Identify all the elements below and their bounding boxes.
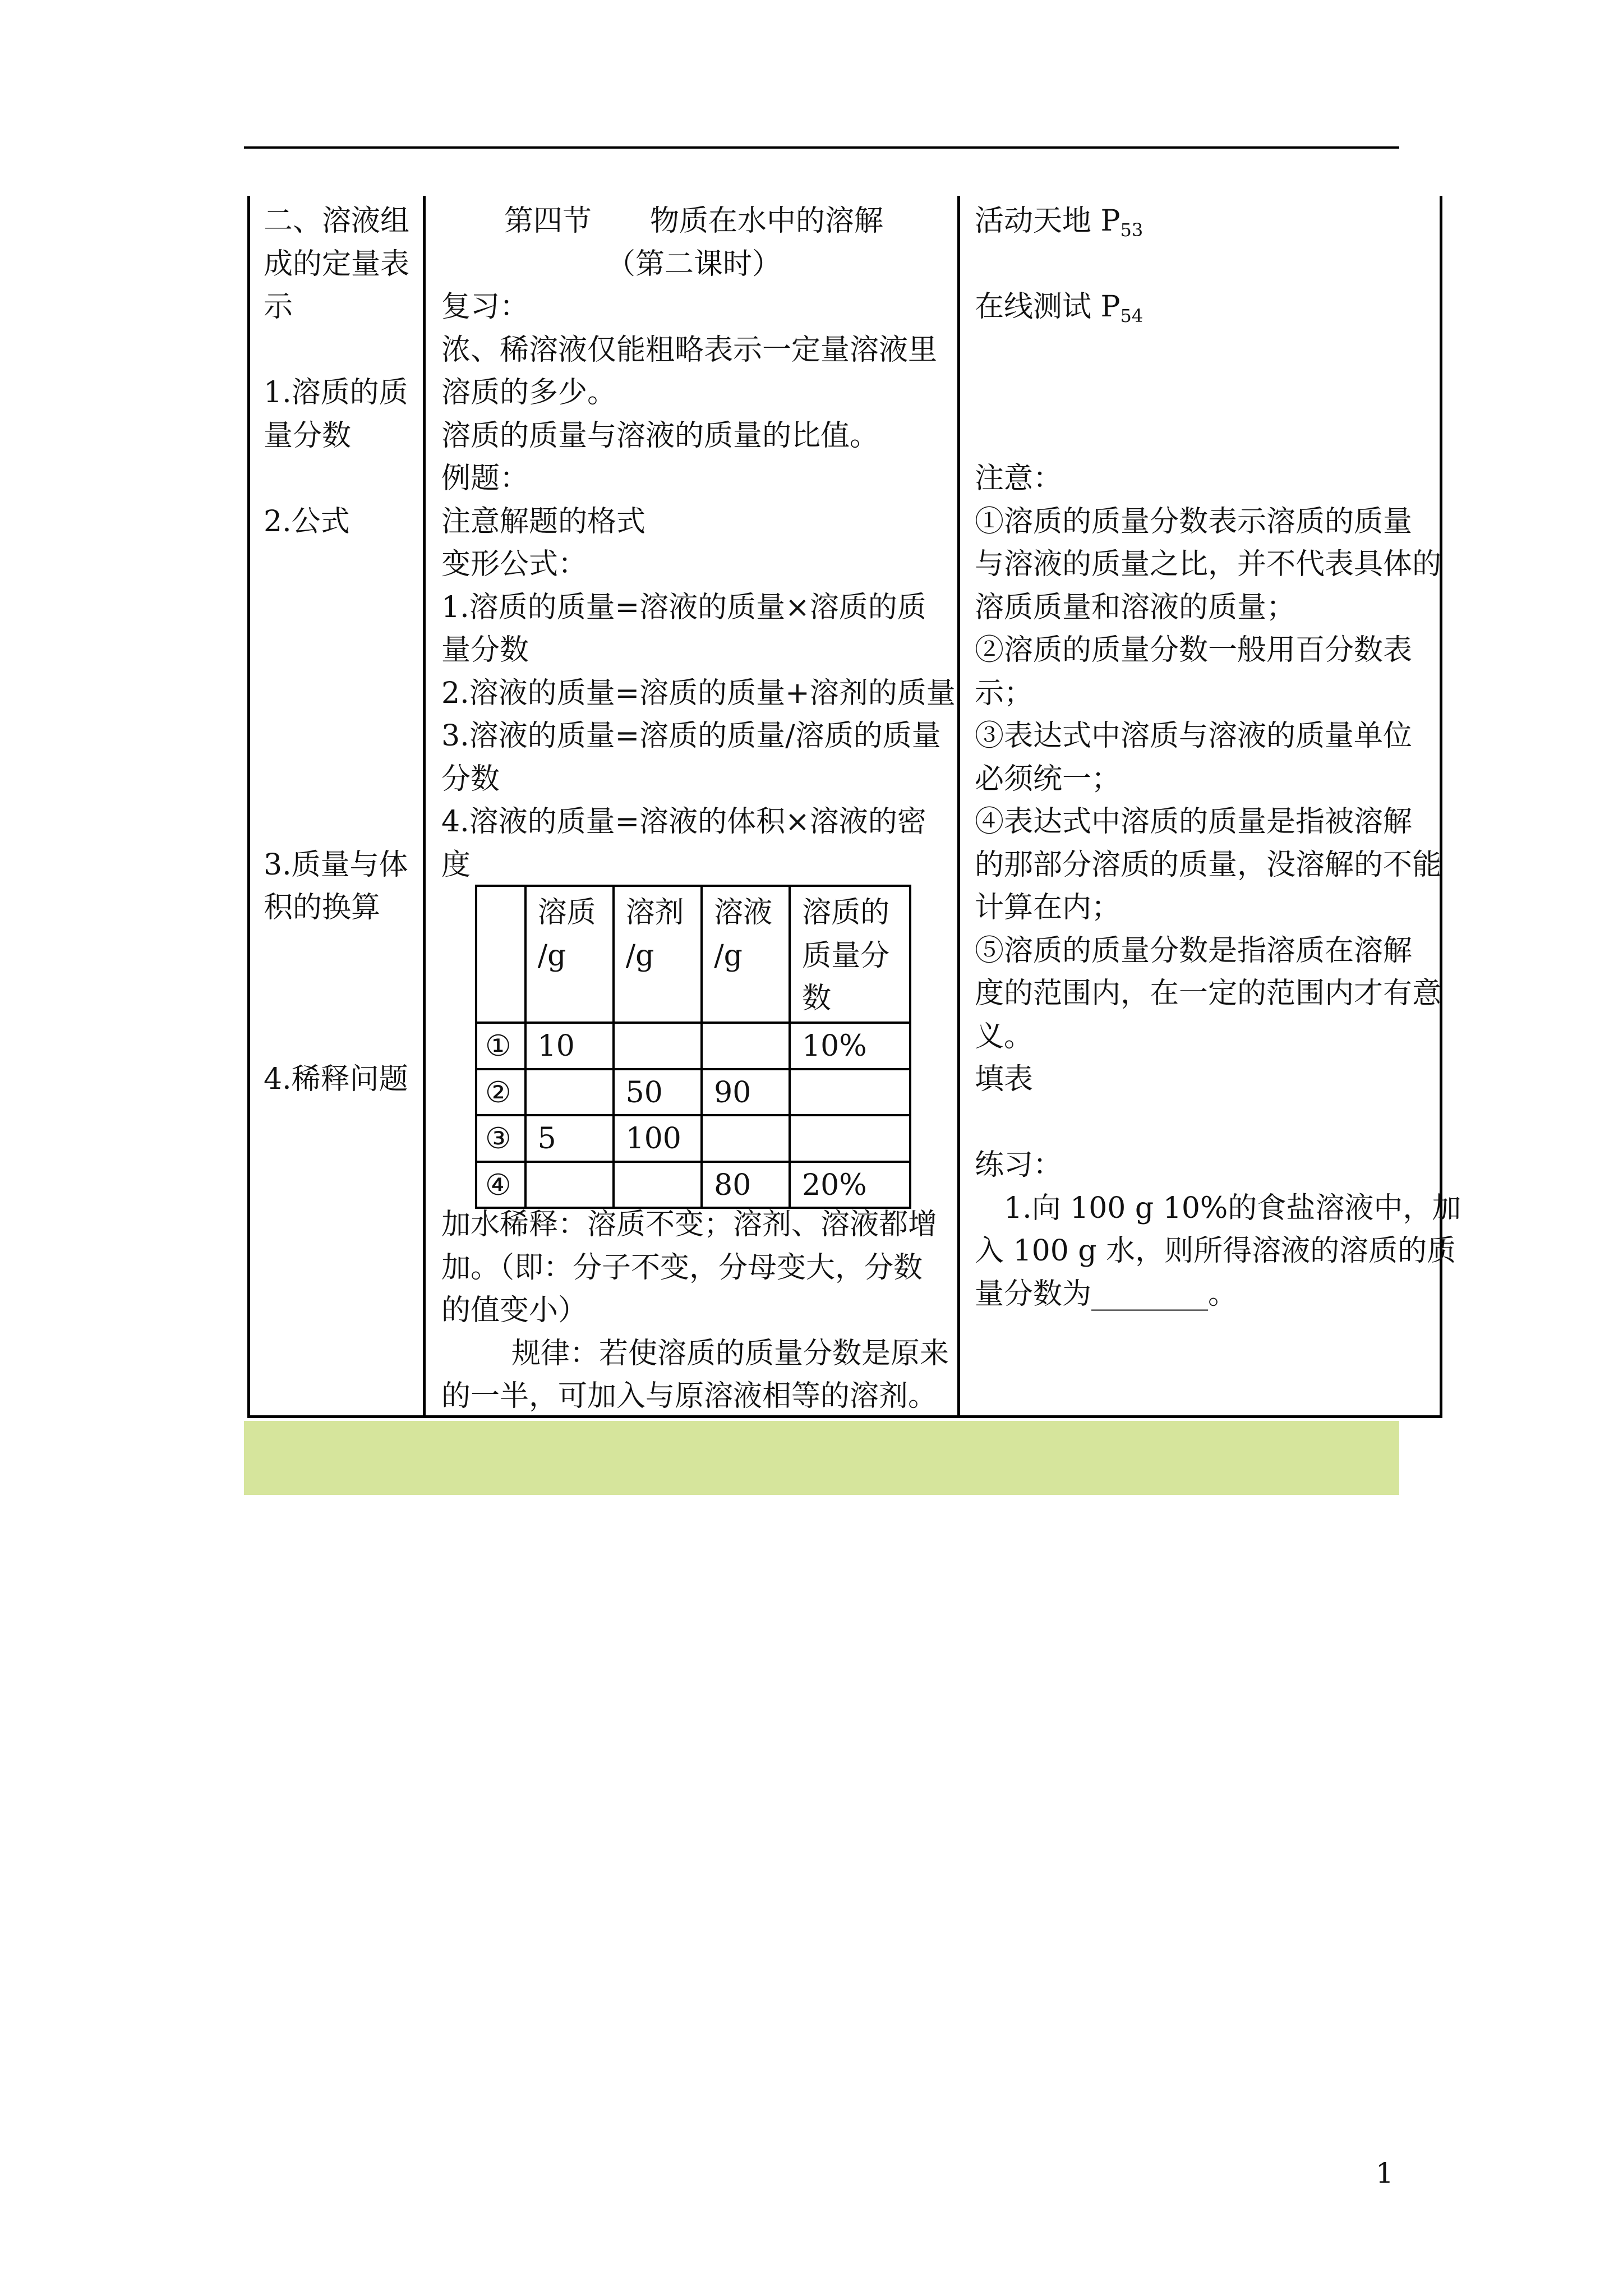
fill-table-label: 填表 [975, 1062, 1034, 1096]
outline-column [264, 200, 426, 1101]
formula-line: 量分数 [441, 633, 529, 667]
note-line: 溶质质量和溶液的质量； [975, 590, 1296, 624]
table-row: ① 10 10% [476, 1023, 910, 1069]
header-rule [244, 146, 1399, 149]
dilution-text [441, 1203, 949, 1418]
review-text: 浓、稀溶液仅能粗略表示一定量溶液里 [441, 333, 938, 367]
review-text: 溶质的多少。 [441, 376, 617, 409]
note-line: ③表达式中溶质与溶液的质量单位 [975, 719, 1413, 753]
note-label: 注意： [975, 462, 1063, 495]
table-header-cell: 溶质的 质量分 数 [790, 886, 910, 1023]
note-line: 与溶液的质量之比，并不代表具体的 [975, 547, 1442, 581]
note-line: 示； [975, 676, 1034, 710]
online-test-reference: 在线测试 $P_{54}$ [975, 290, 1144, 326]
note-line: ②溶质的质量分数一般用百分数表 [975, 633, 1413, 667]
formula-line: 1.溶质的质量=溶液的质量×溶质的质 [441, 590, 926, 624]
table-header-cell: 溶剂 /g [614, 886, 702, 1023]
formula-line: 分数 [441, 762, 500, 796]
rule-line: 规律：若使溶质的质量分数是原来 [511, 1336, 949, 1370]
table-corner-cell [476, 886, 525, 1023]
outline-item-1: 量分数 [264, 418, 352, 453]
example-label: 例题： [441, 462, 529, 495]
content-column [441, 200, 956, 886]
dilution-line: 的值变小） [441, 1294, 588, 1327]
note-line: 义。 [975, 1019, 1034, 1053]
practice-line: 1.向 100 g 10%的食盐溶液中，加 [1004, 1191, 1461, 1225]
page-number: 1 [1376, 2157, 1394, 2189]
note-line: 计算在内； [975, 891, 1121, 924]
format-note: 注意解题的格式 [441, 504, 646, 539]
note-line: 度的范围内，在一定的范围内才有意 [975, 977, 1442, 1010]
table-row: ③ 5 100 [476, 1115, 910, 1162]
outline-item-3: 3.质量与体 [264, 848, 408, 882]
note-line: ①溶质的质量分数表示溶质的质量 [975, 504, 1413, 539]
note-line: ④表达式中溶质的质量是指被溶解 [975, 805, 1413, 839]
section-title: 第四节 物质在水中的溶解 [504, 204, 883, 238]
rule-line: 的一半，可加入与原溶液相等的溶剂。 [441, 1379, 938, 1413]
green-band [244, 1421, 1399, 1495]
fill-in-table [475, 885, 911, 1209]
outline-item-4: 4.稀释问题 [264, 1062, 408, 1096]
practice-label: 练习： [975, 1148, 1063, 1182]
outline-heading-line: 成的定量表 [264, 247, 410, 281]
column-divider-2 [957, 196, 960, 1418]
outline-heading-line: 二、溶液组 [264, 204, 410, 238]
table-row: ② 50 90 [476, 1069, 910, 1116]
section-subtitle: （第二课时） [606, 247, 781, 281]
formula-line: 度 [441, 848, 471, 882]
dilution-line: 加。（即：分子不变，分母变大，分数 [441, 1250, 923, 1285]
outline-item-1: 1.溶质的质 [264, 376, 408, 409]
activity-reference: 活动天地 $P_{53}$ [975, 204, 1144, 241]
outline-item-2: 2.公式 [264, 504, 350, 539]
definition-text: 溶质的质量与溶液的质量的比值。 [441, 418, 879, 453]
practice-line: 量分数为________。 [975, 1277, 1238, 1311]
dilution-line: 加水稀释：溶质不变；溶剂、溶液都增 [441, 1208, 938, 1241]
practice-line: 入 100 g 水，则所得溶液的溶质的质 [975, 1234, 1456, 1268]
review-label: 复习： [441, 290, 529, 324]
table-row: ④ 80 20% [476, 1162, 910, 1208]
variant-formula-label: 变形公式： [441, 547, 588, 581]
table-header-cell: 溶液 /g [702, 886, 790, 1023]
note-line: 的那部分溶质的质量，没溶解的不能 [975, 848, 1442, 882]
note-line: ⑤溶质的质量分数是指溶质在溶解 [975, 933, 1413, 968]
outline-heading-line: 示 [264, 290, 293, 324]
table-header-cell: 溶质 /g [525, 886, 614, 1023]
formula-line: 4.溶液的质量=溶液的体积×溶液的密 [441, 805, 926, 839]
notes-column [975, 200, 1461, 1315]
note-line: 必须统一； [975, 762, 1121, 796]
formula-line: 3.溶液的质量=溶质的质量/溶质的质量 [441, 719, 941, 753]
outline-item-3: 积的换算 [264, 891, 381, 924]
formula-line: 2.溶液的质量=溶质的质量+溶剂的质量 [441, 676, 956, 710]
